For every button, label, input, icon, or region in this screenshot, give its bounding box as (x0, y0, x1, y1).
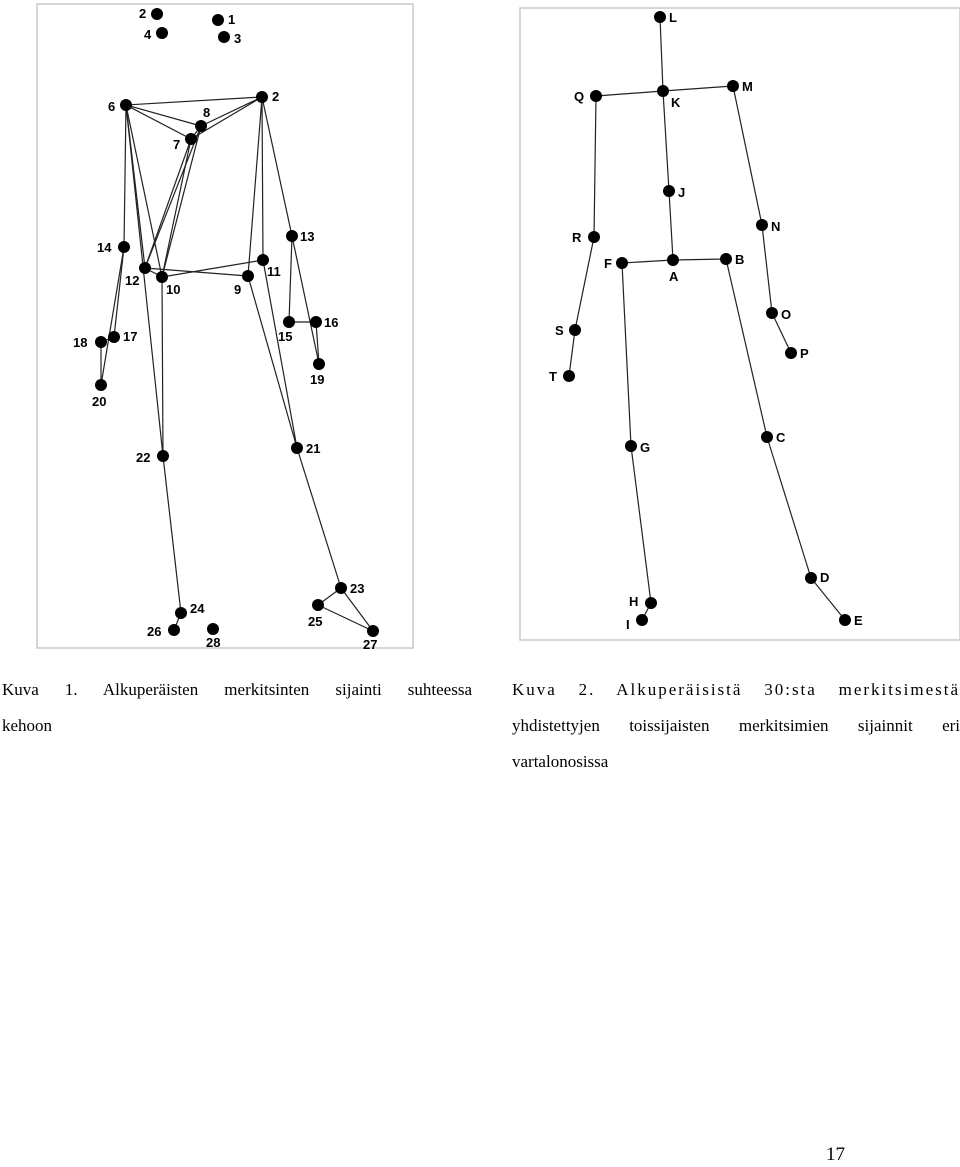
f2-marker-label: L (669, 10, 677, 25)
joint-dot (766, 307, 778, 319)
marker-dot (168, 624, 180, 636)
f1-marker-label: 27 (363, 637, 378, 652)
f2-marker-label: R (572, 230, 582, 245)
f1-marker-label: 16 (324, 315, 339, 330)
joint-dot (590, 90, 602, 102)
marker-dot (139, 262, 151, 274)
joint-dot (720, 253, 732, 265)
f1-marker-label: 2 (139, 6, 147, 21)
f1-marker-label: 6 (108, 99, 116, 114)
marker-dot (242, 270, 254, 282)
f2-marker-label: N (771, 219, 781, 234)
joint-dot (839, 614, 851, 626)
marker-dot (367, 625, 379, 637)
figure-1-marker-diagram (0, 0, 480, 660)
joint-dot (625, 440, 637, 452)
f2-marker-label: G (640, 440, 651, 455)
marker-dot (218, 31, 230, 43)
joint-dot (636, 614, 648, 626)
f1-marker-label: 4 (144, 27, 152, 42)
marker-dot (286, 230, 298, 242)
figure-2-caption-line: Kuva 2. Alkuperäisistä 30:sta merkitsimestä (512, 680, 960, 699)
marker-dot (313, 358, 325, 370)
f2-marker-label: O (781, 307, 792, 322)
figure-1-caption-line: Kuva 1. Alkuperäisten merkitsinten sijainti suhteessa (2, 680, 472, 699)
f1-marker-label: 20 (92, 394, 107, 409)
f2-marker-label: T (549, 369, 557, 384)
marker-dot (212, 14, 224, 26)
figure-2-caption-line: yhdistettyjen toissijaisten merkitsimien sijainnit eri (512, 716, 960, 735)
f1-marker-label: 25 (308, 614, 323, 629)
marker-dot (108, 331, 120, 343)
joint-dot (563, 370, 575, 382)
figure-2-caption (512, 672, 960, 780)
figure-1-caption-line: kehoon (2, 716, 53, 735)
joint-dot (785, 347, 797, 359)
joint-dot (756, 219, 768, 231)
marker-dot (95, 336, 107, 348)
marker-dot (185, 133, 197, 145)
marker-dot (195, 120, 207, 132)
joint-dot (761, 431, 773, 443)
joint-dot (663, 185, 675, 197)
marker-dot (95, 379, 107, 391)
f1-marker-label: 26 (147, 624, 162, 639)
joint-dot (616, 257, 628, 269)
f1-marker-label: 14 (97, 240, 112, 255)
marker-dot (291, 442, 303, 454)
marker-dot (157, 450, 169, 462)
f1-marker-label: 15 (278, 329, 293, 344)
f2-marker-label: E (854, 613, 863, 628)
f2-marker-label: H (629, 594, 639, 609)
page-number: 17 (826, 1144, 845, 1165)
f1-marker-label: 17 (123, 329, 138, 344)
f2-marker-label: J (678, 185, 686, 200)
joint-dot (667, 254, 679, 266)
marker-dot (335, 582, 347, 594)
joint-dot (805, 572, 817, 584)
marker-dot (156, 27, 168, 39)
marker-dot (151, 8, 163, 20)
f2-marker-label: A (669, 269, 679, 284)
f2-marker-label: I (626, 617, 630, 632)
joint-dot (657, 85, 669, 97)
f1-marker-label: 19 (310, 372, 325, 387)
marker-dot (118, 241, 130, 253)
f1-marker-label: 3 (234, 31, 242, 46)
f1-marker-label: 2 (272, 89, 280, 104)
f1-marker-label: 18 (73, 335, 88, 350)
marker-dot (256, 91, 268, 103)
f2-marker-label: C (776, 430, 786, 445)
f1-marker-label: 1 (228, 12, 236, 27)
marker-dot (175, 607, 187, 619)
figure-2-skeleton-diagram (480, 0, 960, 660)
f1-marker-label: 12 (125, 273, 140, 288)
f2-marker-label: P (800, 346, 809, 361)
f2-marker-label: K (671, 95, 681, 110)
f1-marker-label: 28 (206, 635, 221, 650)
f2-marker-label: M (742, 79, 753, 94)
f1-marker-label: 13 (300, 229, 315, 244)
joint-dot (569, 324, 581, 336)
f1-marker-label: 23 (350, 581, 365, 596)
f1-marker-label: 9 (234, 282, 242, 297)
marker-dot (283, 316, 295, 328)
marker-dot (310, 316, 322, 328)
f1-marker-label: 24 (190, 601, 205, 616)
f1-marker-label: 21 (306, 441, 321, 456)
f1-marker-label: 7 (173, 137, 181, 152)
f1-marker-label: 11 (267, 264, 281, 279)
marker-dot (120, 99, 132, 111)
f1-marker-label: 10 (166, 282, 181, 297)
f2-marker-label: F (604, 256, 612, 271)
marker-dot (312, 599, 324, 611)
marker-dot (207, 623, 219, 635)
joint-dot (654, 11, 666, 23)
f1-marker-label: 22 (136, 450, 151, 465)
f2-marker-label: Q (574, 89, 585, 104)
figure-1-caption (2, 672, 472, 744)
figure-1-frame (37, 4, 413, 648)
f2-marker-label: S (555, 323, 564, 338)
f2-marker-label: D (820, 570, 830, 585)
figure-2-caption-line: vartalonosissa (512, 752, 609, 771)
joint-dot (588, 231, 600, 243)
f1-marker-label: 8 (203, 105, 211, 120)
figure-2-frame (520, 8, 960, 640)
joint-dot (727, 80, 739, 92)
f2-marker-label: B (735, 252, 745, 267)
joint-dot (645, 597, 657, 609)
